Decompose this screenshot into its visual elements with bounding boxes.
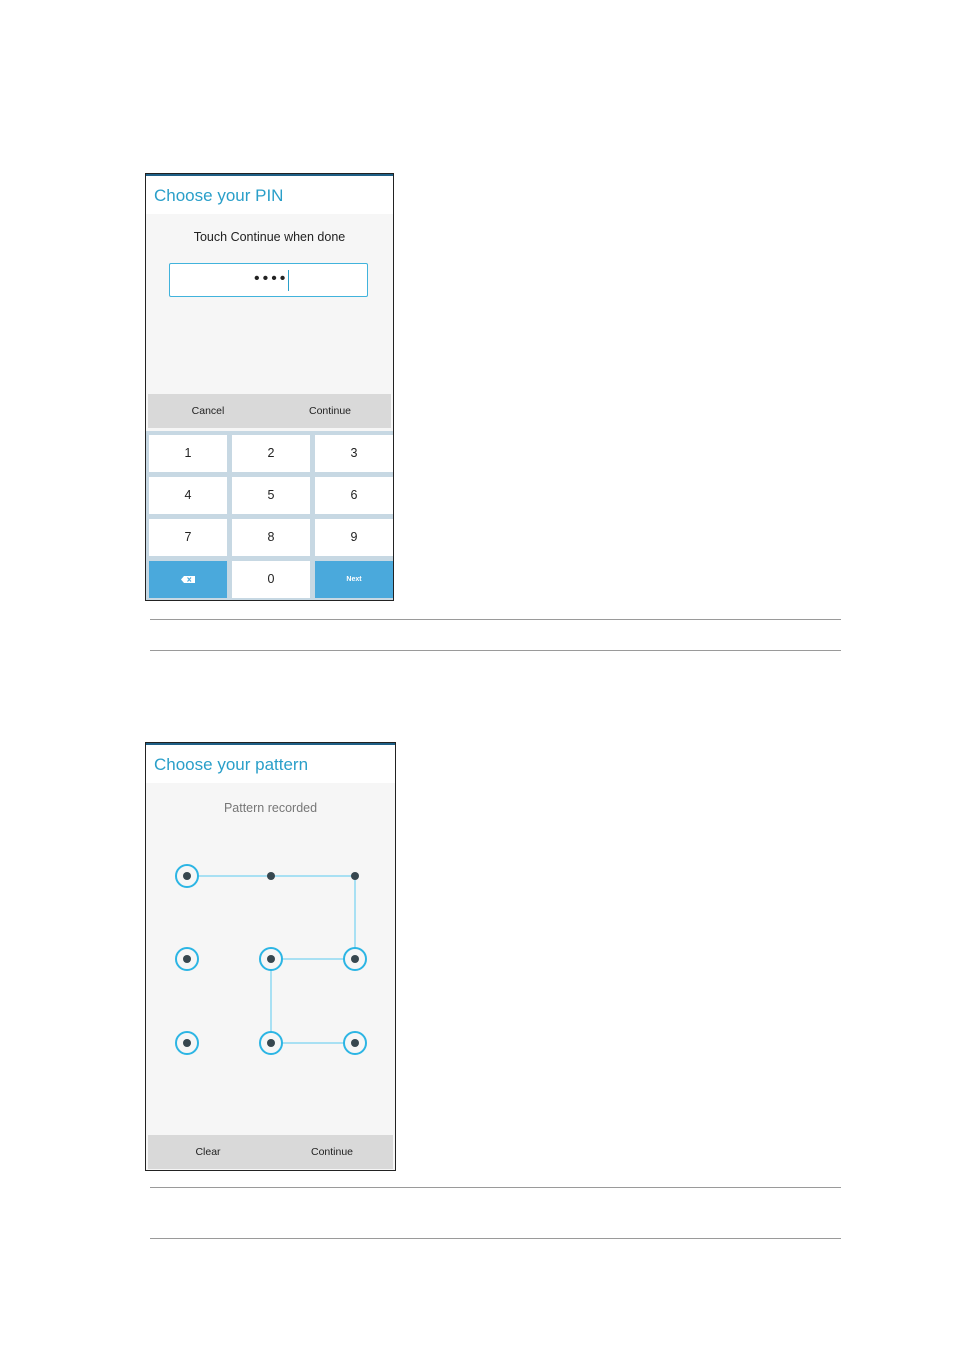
key-9[interactable]: 9 [315,519,393,556]
pattern-action-bar [148,1135,393,1169]
numeric-keypad [146,431,393,600]
divider [150,650,841,651]
pin-action-bar [148,394,391,428]
text-cursor [288,270,289,291]
pin-title: Choose your PIN [154,186,284,205]
pattern-node-1[interactable] [183,872,191,880]
key-1[interactable]: 1 [149,435,227,472]
clear-button[interactable]: Clear [195,1146,221,1158]
key-2[interactable]: 2 [232,435,310,472]
continue-button[interactable]: Continue [308,405,352,417]
key-4[interactable]: 4 [149,477,227,514]
key-7[interactable]: 7 [149,519,227,556]
pattern-node-9[interactable] [351,1039,359,1047]
pattern-node-7[interactable] [183,1039,191,1047]
divider [150,1187,841,1188]
pin-input[interactable] [169,263,368,297]
divider [150,1238,841,1239]
backspace-key[interactable] [149,561,227,598]
pin-screen [145,173,394,601]
pattern-node-3[interactable] [351,872,359,880]
divider [150,619,841,620]
pattern-node-6[interactable] [351,955,359,963]
cancel-button[interactable]: Cancel [191,405,225,417]
pattern-node-5[interactable] [267,955,275,963]
pattern-node-2[interactable] [267,872,275,880]
pattern-status: Pattern recorded [223,801,318,815]
pattern-node-8[interactable] [267,1039,275,1047]
pattern-title: Choose your pattern [154,755,309,774]
key-8[interactable]: 8 [232,519,310,556]
pattern-screen [145,742,396,1171]
key-0[interactable]: 0 [232,561,310,598]
continue-button[interactable]: Continue [310,1146,354,1158]
backspace-icon [181,576,195,583]
pin-header [146,176,393,214]
pattern-node-4[interactable] [183,955,191,963]
key-5[interactable]: 5 [232,477,310,514]
pin-instruction: Touch Continue when done [193,230,346,244]
next-key[interactable]: Next [315,561,393,598]
pattern-grid[interactable] [146,743,395,1170]
key-6[interactable]: 6 [315,477,393,514]
pin-masked-value: •••• [254,270,289,287]
key-3[interactable]: 3 [315,435,393,472]
